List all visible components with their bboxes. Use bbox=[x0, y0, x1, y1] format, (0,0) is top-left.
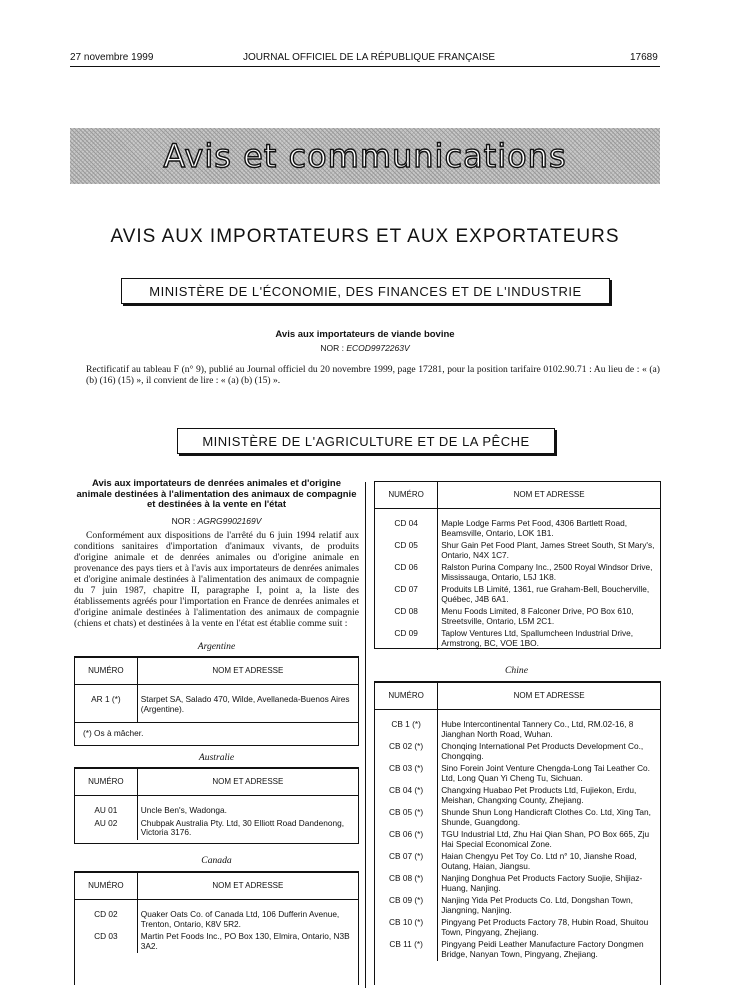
country-argentine: Argentine bbox=[197, 641, 236, 652]
table-row bbox=[375, 741, 660, 763]
header-date: 27 novembre 1999 bbox=[70, 52, 154, 63]
nor-code: ECOD9972263V bbox=[346, 343, 410, 353]
row-name-address: Sino Forein Joint Venture Chengda-Long Tai Leather Co. Ltd, Long Quan Yi Cheng Tu, Sichuan. bbox=[441, 763, 650, 783]
row-number: CD 05 bbox=[375, 540, 438, 562]
ministry-economie-title: MINISTÈRE DE L'ÉCONOMIE, DES FINANCES ET DE L'INDUSTRIE bbox=[149, 283, 582, 299]
col-numero-header: NUMÉRO bbox=[375, 482, 438, 509]
table-row bbox=[375, 807, 660, 829]
col-numero-header: NUMÉRO bbox=[75, 873, 137, 900]
row-name-address: Changxing Huabao Pet Products Ltd, Fujiekon, Erdu, Meishan, Changxing County, Zhejiang. bbox=[441, 785, 637, 805]
row-number: CB 02 (*) bbox=[375, 741, 438, 763]
header-rule bbox=[70, 66, 660, 67]
table-row bbox=[375, 939, 660, 961]
row-name-address: Taplow Ventures Ltd, Spallumcheen Industrial Drive, Armstrong, BC, VOE 1BO. bbox=[441, 628, 634, 648]
row-number: CD 04 bbox=[375, 509, 438, 541]
table-row bbox=[375, 917, 660, 939]
table-australie bbox=[74, 767, 359, 844]
row-name-address: Haian Chengyu Pet Toy Co. Ltd n° 10, Jianshe Road, Outang, Haian, Jiangsu. bbox=[441, 851, 637, 871]
row-name-address: Nanjing Yida Pet Products Co. Ltd, Dongshan Town, Jiangning, Nanjing. bbox=[441, 895, 633, 915]
nor-code: AGRG9902169V bbox=[197, 516, 262, 526]
row-name-address: Shunde Shun Long Handicraft Clothes Co. Ltd, Xing Tan, Shunde, Guangdong. bbox=[441, 807, 651, 827]
table-row bbox=[75, 900, 358, 932]
table-row bbox=[375, 785, 660, 807]
ministry-economie-box bbox=[121, 278, 610, 304]
table-row bbox=[375, 763, 660, 785]
table-row bbox=[75, 931, 358, 953]
row-number: CD 08 bbox=[375, 606, 438, 628]
table-row bbox=[375, 710, 660, 742]
row-name-address: Produits LB Limité, 1361, rue Graham-Bell, Boucherville, Québec, J4B 6A1. bbox=[441, 584, 650, 604]
banner-title: Avis et communications bbox=[163, 137, 567, 175]
row-number: CB 1 (*) bbox=[375, 710, 438, 742]
table-row bbox=[375, 562, 660, 584]
row-name-address: Ralston Purina Company Inc., 2500 Royal Windsor Drive, Mississauga, Ontario, L5J 1K8. bbox=[441, 562, 653, 582]
col-nom-header: NOM ET ADRESSE bbox=[137, 658, 358, 685]
col-nom-header: NOM ET ADRESSE bbox=[137, 769, 358, 796]
row-number: CD 06 bbox=[375, 562, 438, 584]
row-number: CB 07 (*) bbox=[375, 851, 438, 873]
row-name-address: Starpet SA, Salado 470, Wilde, Avellaneda-Buenos Aires (Argentine). bbox=[140, 694, 350, 714]
row-name-address: Maple Lodge Farms Pet Food, 4306 Bartlett Road, Beamsville, Ontario, LOK 1B1. bbox=[441, 518, 628, 538]
row-number: CB 09 (*) bbox=[375, 895, 438, 917]
row-name-address: Chonqing International Pet Products Development Co., Chongqing. bbox=[441, 741, 644, 761]
row-number: CD 03 bbox=[75, 931, 137, 953]
row-name-address: Quaker Oats Co. of Canada Ltd, 106 Dufferin Avenue, Trenton, Ontario, K8V 5R2. bbox=[140, 909, 340, 929]
col-numero-header: NUMÉRO bbox=[75, 769, 137, 796]
section-banner bbox=[70, 128, 660, 184]
country-canada: Canada bbox=[201, 855, 232, 866]
row-number: CD 02 bbox=[75, 900, 137, 932]
notice-bovine-body: Rectificatif au tableau F (n° 9), publié au Journal officiel du 20 novembre 1999, page 17281, pour la position tarifaire 0102.90.71 : Au lieu de : « (a) (b) (16) (15) », il convient de lire : « (a) (b) (15) ». bbox=[86, 364, 660, 386]
row-number: CD 09 bbox=[375, 628, 438, 650]
table-canada-continued bbox=[374, 481, 661, 649]
row-name-address: Martin Pet Foods Inc., PO Box 130, Elmira, Ontario, N3B 3A2. bbox=[140, 931, 350, 951]
country-australie: Australie bbox=[198, 752, 235, 763]
footnote-argentine: (*) Os à mâcher. bbox=[75, 723, 358, 745]
col-nom-header: NOM ET ADRESSE bbox=[438, 683, 660, 710]
row-number: CB 05 (*) bbox=[375, 807, 438, 829]
row-number: CB 06 (*) bbox=[375, 829, 438, 851]
table-row bbox=[375, 540, 660, 562]
table-row bbox=[375, 829, 660, 851]
row-number: CB 08 (*) bbox=[375, 873, 438, 895]
row-name-address: TGU Industrial Ltd, Zhu Hai Qian Shan, PO Box 665, Zju Hai Special Economical Zone. bbox=[441, 829, 650, 849]
main-title: AVIS AUX IMPORTATEURS ET AUX EXPORTATEURS bbox=[110, 226, 620, 247]
col-numero-header: NUMÉRO bbox=[75, 658, 137, 685]
header-journal-title: JOURNAL OFFICIEL DE LA RÉPUBLIQUE FRANÇAISE bbox=[243, 52, 496, 63]
col-nom-header: NOM ET ADRESSE bbox=[438, 482, 660, 509]
ministry-agriculture-title: MINISTÈRE DE L'AGRICULTURE ET DE LA PÊCHE bbox=[202, 433, 530, 449]
header-page-number: 17689 bbox=[630, 52, 658, 63]
table-row bbox=[375, 628, 660, 650]
table-canada bbox=[74, 871, 359, 985]
row-number: CB 10 (*) bbox=[375, 917, 438, 939]
table-row bbox=[375, 851, 660, 873]
row-number: CB 11 (*) bbox=[375, 939, 438, 961]
row-number: CB 04 (*) bbox=[375, 785, 438, 807]
table-row bbox=[75, 818, 358, 840]
row-name-address: Pingyang Peidi Leather Manufacture Factory Dongmen Bridge, Nanyan Town, Pingyang, Zhejiang. bbox=[441, 939, 644, 959]
row-name-address: Shur Gain Pet Food Plant, James Street South, St Mary's, Ontario, N4X 1C7. bbox=[441, 540, 655, 560]
row-number: CB 03 (*) bbox=[375, 763, 438, 785]
ministry-agriculture-box bbox=[177, 428, 555, 454]
row-number: AU 01 bbox=[75, 796, 137, 818]
notice-bovine-title: Avis aux importateurs de viande bovine bbox=[275, 329, 455, 340]
table-row bbox=[375, 873, 660, 895]
table-chine bbox=[374, 681, 661, 985]
row-name-address: Uncle Ben's, Wadonga. bbox=[140, 805, 227, 815]
row-number: CD 07 bbox=[375, 584, 438, 606]
notice-petfood-body: Conformément aux dispositions de l'arrêté du 6 juin 1994 relatif aux conditions sanitaires d'importation d'animaux vivants, de produits d'origine animale et de denrées animales ou d'origine animale en provenance des pays tiers et à l'avis aux importateurs de denrées animales et d'origine animale destinées à l'alimentation des animaux de compagnie du 7 juin 1987, chapitre II, paragraphe I, point a, la liste des établissements agréés pour l'importation en France de denrées animales et d'origine animale destinées à l'alimentation des animaux de compagnie (chiens et chats) et destinées à la vente en l'état est établie comme suit : bbox=[74, 530, 359, 629]
row-number: AR 1 (*) bbox=[75, 685, 137, 723]
nor-label: NOR : bbox=[320, 343, 344, 353]
row-name-address: Nanjing Donghua Pet Products Factory Suojie, Shijiaz-Huang, Nanjing. bbox=[441, 873, 643, 893]
table-row bbox=[75, 796, 358, 818]
country-chine: Chine bbox=[505, 665, 528, 676]
table-argentine bbox=[74, 656, 359, 746]
table-row bbox=[375, 606, 660, 628]
table-row bbox=[375, 584, 660, 606]
row-name-address: Pingyang Pet Products Factory 78, Hubin Road, Shuitou Town, Pingyang, Zhejiang. bbox=[441, 917, 649, 937]
row-name-address: Hube Intercontinental Tannery Co., Ltd, RM.02-16, 8 Jianghan North Road, Wuhan. bbox=[441, 719, 634, 739]
column-divider bbox=[365, 482, 366, 988]
notice-petfood-nor bbox=[74, 516, 359, 526]
table-row bbox=[75, 685, 358, 723]
table-row bbox=[375, 509, 660, 541]
row-name-address: Menu Foods Limited, 8 Falconer Drive, PO Box 610, Streetsville, Ontario, L5M 2C1. bbox=[441, 606, 634, 626]
col-numero-header: NUMÉRO bbox=[375, 683, 438, 710]
row-number: AU 02 bbox=[75, 818, 137, 840]
table-row bbox=[375, 895, 660, 917]
col-nom-header: NOM ET ADRESSE bbox=[137, 873, 358, 900]
row-name-address: Chubpak Australia Pty. Ltd, 30 Elliott Road Dandenong, Victoria 3176. bbox=[140, 817, 344, 837]
notice-bovine-nor bbox=[70, 343, 660, 353]
nor-label: NOR : bbox=[171, 516, 196, 526]
notice-petfood-title: Avis aux importateurs de denrées animales et d'origine animale destinées à l'alimentation des animaux de compagnie et destinées à la vente en l'état bbox=[76, 478, 357, 510]
